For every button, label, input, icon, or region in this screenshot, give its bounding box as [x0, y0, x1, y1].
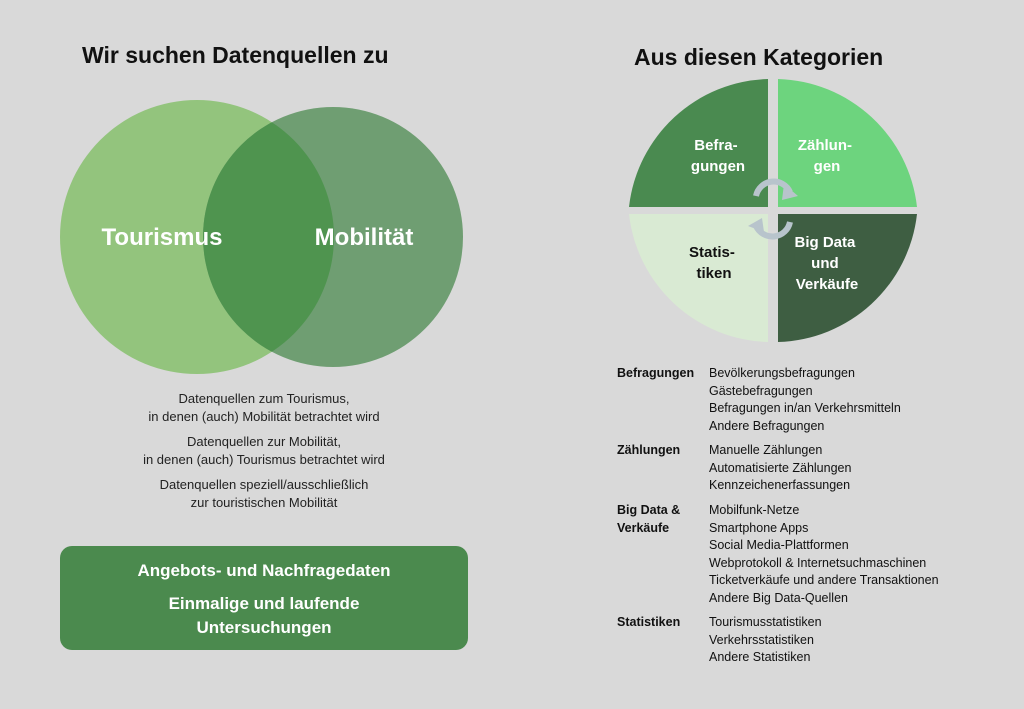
- label-statistiken: Statis- tiken: [688, 244, 735, 282]
- list-item: Verkehrsstatistiken: [709, 632, 814, 647]
- tourismus-label: Tourismus: [101, 224, 223, 251]
- list-item: Befragungen in/an Verkehrsmitteln: [709, 401, 901, 415]
- list-item: Ticketverkäufe und andere Transaktionen: [709, 573, 939, 587]
- category-items: [709, 502, 939, 607]
- category-name: Zählungen: [617, 443, 681, 457]
- list-item: Smartphone Apps: [709, 520, 809, 535]
- label-befragungen: Befra- gungen: [690, 137, 746, 175]
- data-types-box: Angebots- und Nachfragedaten Einmalige und laufende Untersuchungen: [60, 546, 468, 650]
- list-item: Gästebefragungen: [709, 383, 813, 398]
- description-tourismus: Datenquellen zum Tourismus, in denen (auch) Mobilität betrachtet wird: [148, 391, 380, 424]
- list-item: Kennzeichenerfassungen: [709, 478, 851, 492]
- category-name: Befragungen: [617, 366, 695, 380]
- category-name: Big Data & Verkäufe: [617, 503, 681, 535]
- list-item: Social Media-Plattformen: [709, 538, 849, 552]
- list-item: Automatisierte Zählungen: [709, 460, 852, 475]
- category-items: [709, 614, 822, 667]
- category-name: Statistiken: [617, 615, 681, 629]
- label-zaehlungen: Zählun- gen: [797, 137, 852, 175]
- mobilitaet-label: Mobilität: [314, 224, 414, 251]
- left-title: Wir suchen Datenquellen zu: [82, 42, 389, 68]
- list-item: Andere Befragungen: [709, 418, 825, 433]
- list-item: Andere Big Data-Quellen: [709, 590, 848, 605]
- list-item: Tourismusstatistiken: [709, 615, 822, 629]
- list-item: Manuelle Zählungen: [709, 443, 823, 457]
- list-item: Mobilfunk-Netze: [709, 503, 800, 517]
- list-item: Andere Statistiken: [709, 650, 811, 664]
- description-mobilitaet: Datenquellen zur Mobilität, in denen (auch) Tourismus betrachtet wird: [143, 434, 385, 467]
- label-big-data: Big Data und Verkäufe: [794, 234, 859, 293]
- list-item: Bevölkerungsbefragungen: [709, 366, 855, 380]
- right-title: Aus diesen Kategorien: [634, 44, 884, 70]
- category-items: [709, 365, 901, 435]
- description-touristische-mobilitaet: Datenquellen speziell/ausschließlich zur touristischen Mobilität: [159, 477, 369, 510]
- list-item: Webprotokoll & Internetsuchmaschinen: [709, 555, 927, 570]
- category-items: [709, 442, 851, 495]
